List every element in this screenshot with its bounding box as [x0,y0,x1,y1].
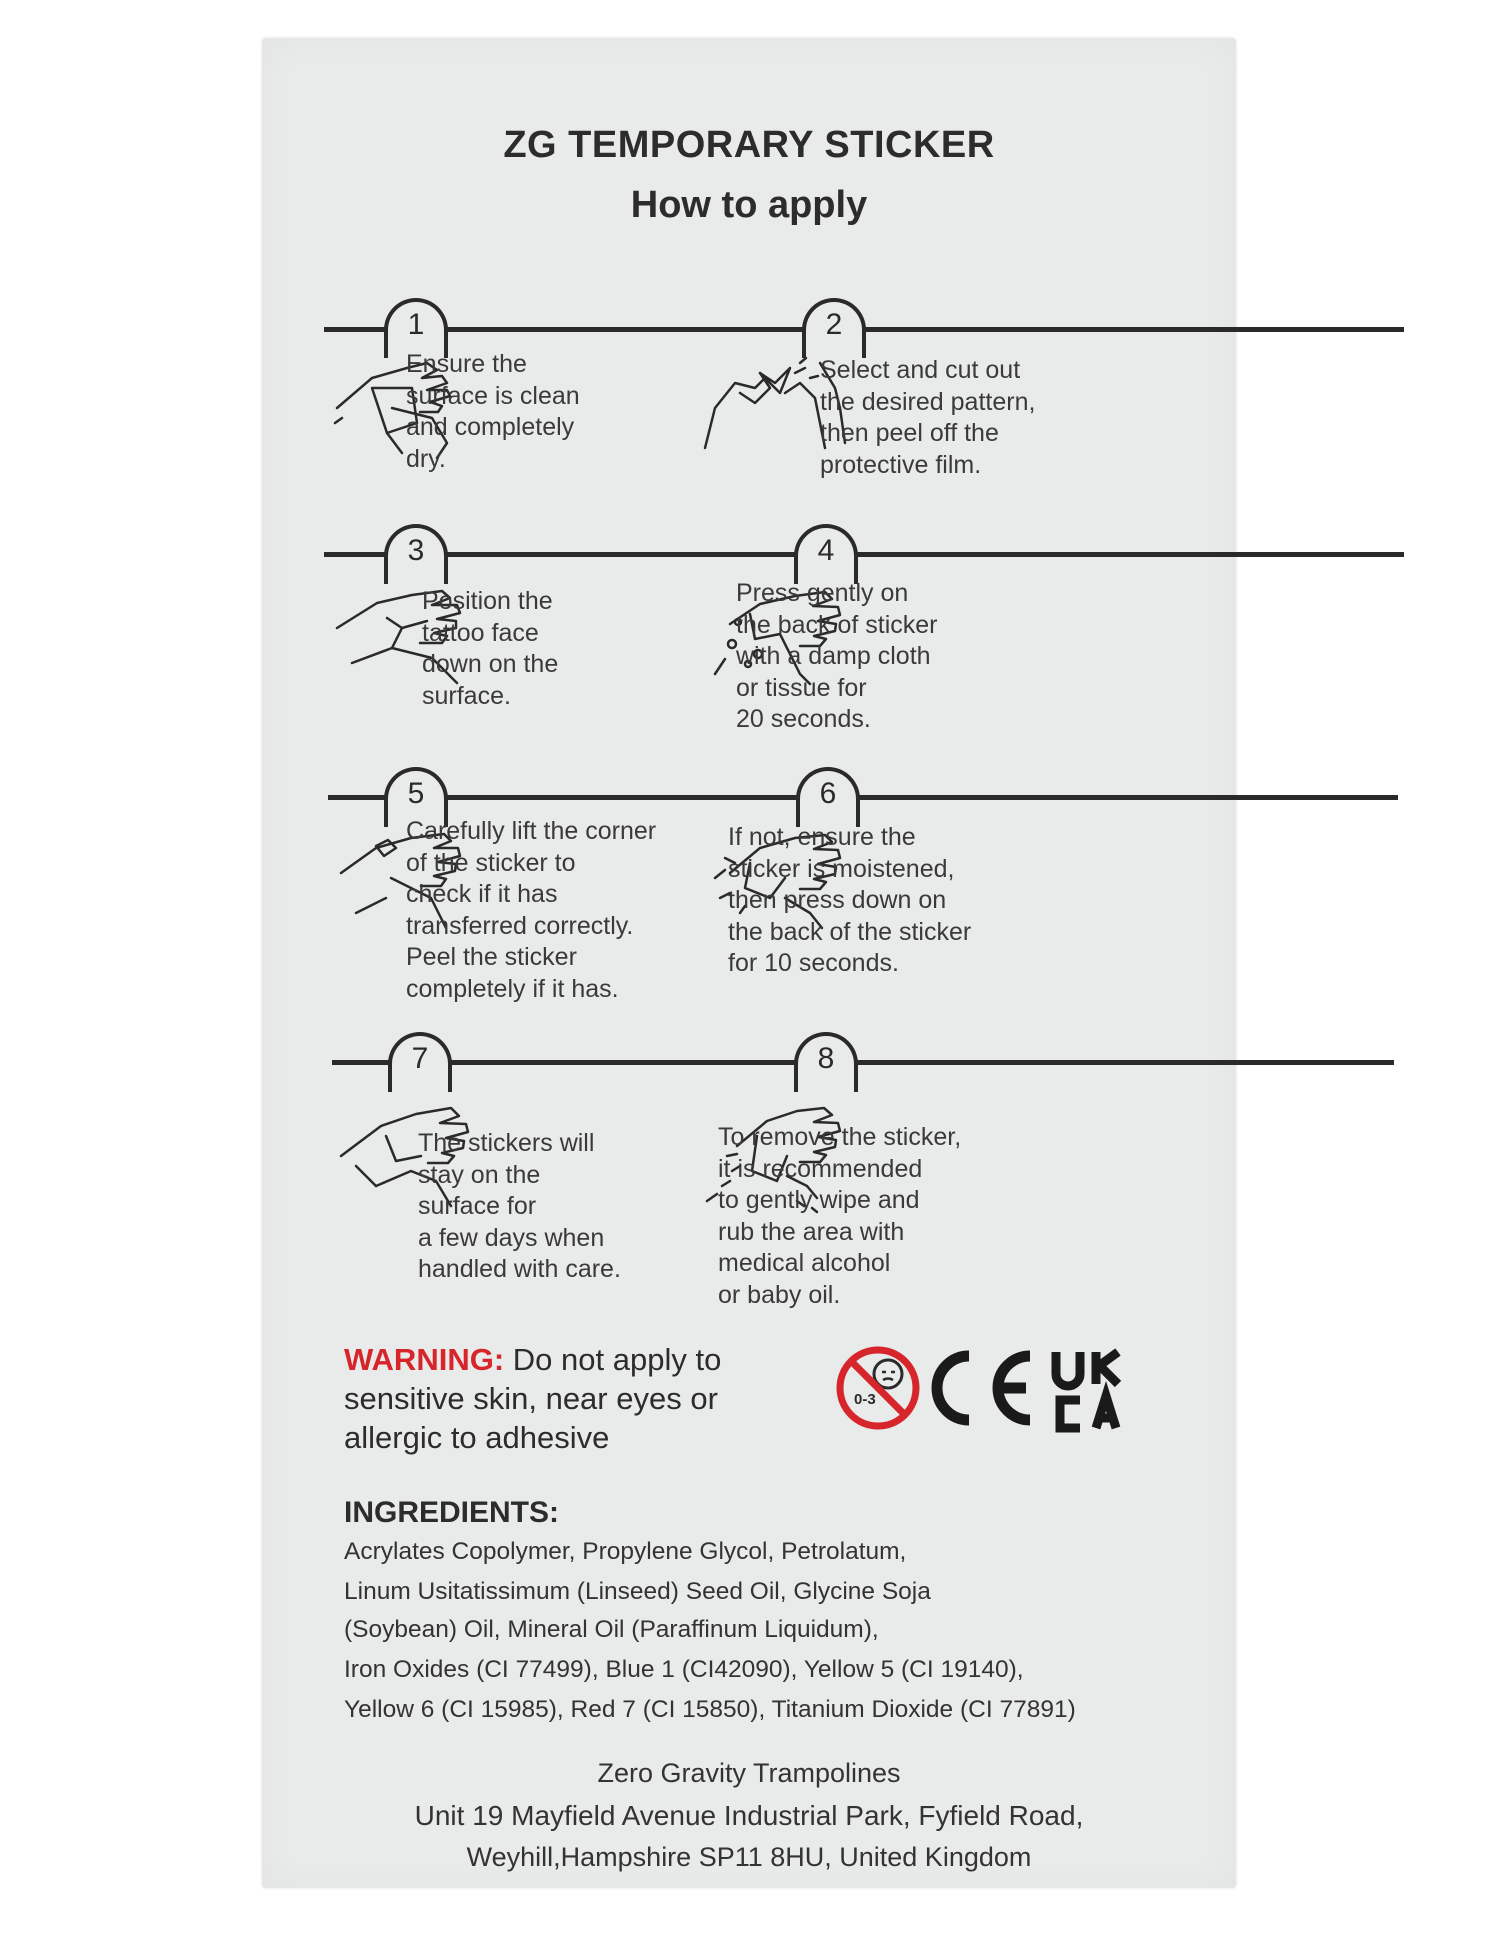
step-text: To remove the sticker, it is recommended to gently wipe and rub the area with medical alcohol or baby oil. [718,1123,962,1309]
age-warning-icon [840,1350,916,1426]
step-number: 3 [407,534,425,567]
warning-label: WARNING: [344,1342,505,1377]
ingredients-line: Acrylates Copolymer, Propylene Glycol, Petrolatum, [344,1538,907,1565]
company-name: Zero Gravity Trampolines [597,1758,901,1788]
step-text: Ensure the surface is clean and completely dry. [406,350,580,473]
card-title: ZG TEMPORARY STICKER [503,124,995,166]
step-number: 5 [407,777,425,810]
step-text: Select and cut out the desired pattern, then peel off the protective film. [820,356,1036,479]
ingredients-line: Linum Usitatissimum (Linseed) Seed Oil, Glycine Soja [344,1578,931,1605]
step-number: 2 [825,308,843,341]
ukca-mark-icon [1056,1352,1118,1428]
step-text: If not, ensure the sticker is moistened, then press down on the back of the sticker for 10 seconds. [728,823,972,977]
step-number: 1 [407,308,425,341]
step-text: Press gently on the back of sticker with a damp cloth or tissue for 20 seconds. [736,579,938,733]
address-line: Unit 19 Mayfield Avenue Industrial Park, Fyfield Road, [414,1800,1084,1831]
step-text: The stickers will stay on the surface for a few days when handled with care. [418,1129,621,1283]
age-badge-text: 0-3 [854,1391,876,1408]
address-line: Weyhill,Hampshire SP11 8HU, United Kingdom [466,1842,1032,1872]
step-divider [324,552,704,557]
step-text: Carefully lift the corner of the sticker to check if it has transferred correctly. Peel the sticker completely if it has. [406,817,657,1003]
instruction-card [262,38,1236,1888]
ingredients-line: Iron Oxides (CI 77499), Blue 1 (CI42090), Yellow 5 (CI 19140), [344,1656,1024,1683]
ingredients-line: Yellow 6 (CI 15985), Red 7 (CI 15850), Titanium Dioxide (CI 77891) [344,1696,1076,1723]
ce-mark-icon [937,1356,1030,1420]
step-text: Position the tattoo face down on the surface. [422,587,559,710]
step-number: 4 [817,534,835,567]
step-divider [324,327,704,332]
step-number: 7 [411,1042,429,1075]
card-subtitle: How to apply [630,184,868,226]
ingredients-title: INGREDIENTS: [344,1496,560,1529]
warning-block [344,1340,784,1457]
certification-symbols [834,1334,1164,1444]
step-number: 6 [819,777,837,810]
step-number: 8 [817,1042,835,1075]
ingredients-line: (Soybean) Oil, Mineral Oil (Paraffinum Liquidum), [344,1616,879,1643]
warning-text: Do not apply to sensitive skin, near eyes or allergic to adhesive [344,1342,722,1455]
